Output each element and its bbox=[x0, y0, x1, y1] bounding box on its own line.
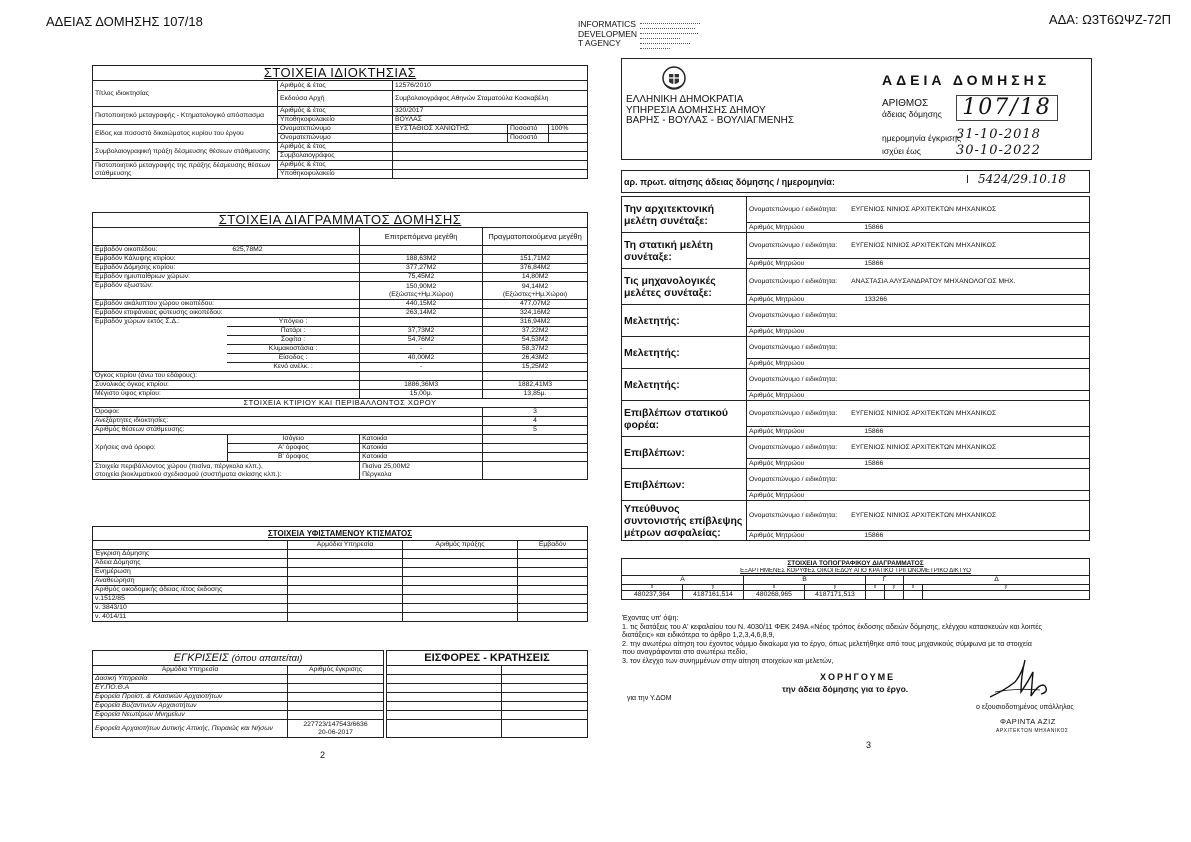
melete-registry-number: 15866 bbox=[864, 459, 884, 467]
yfist-title: ΣΤΟΙΧΕΙΑ ΥΦΙΣΤΑΜΕΝΟΥ ΚΤΙΣΜΑΤΟΣ bbox=[268, 528, 412, 538]
melete-role-label: Τις μηχανολογικές μελέτες συνέταξε: bbox=[622, 269, 747, 305]
melete-registry-cell: Αριθμός Μητρώου bbox=[747, 491, 1090, 501]
eisf-table bbox=[386, 650, 588, 738]
melete-registry-cell: Αριθμός Μητρώου 15866 bbox=[747, 459, 1090, 469]
melete-name-cell: Ονοματεπώνυμο / ειδικότητα: ΕΥΓΕΝΙΟΣ ΝΙΝΙΟΣ ΑΡΧΙΤΕΚΤΩΝ ΜΗΧΑΝΙΚΟΣ bbox=[747, 501, 1090, 531]
egkr-table: ΕΓΚΡΙΣΕΙΣ (όπου απαιτείται) Αρμόδια Υπηρεσία Αριθμός έγκρισης Δασική Υπηρεσία ΕΥ.ΠΟ.Θ.Α Εφορεία Προϊστ. & Κλασικών Αρχαιοτήτων Εφορεία Βυζαντινών Αρχαιοτήτων Εφορεία Νεωτέρων Μνημείων Εφορεία Αρχαιοτήτων Δυτικής Αττικής, Πειραιώς και Νήσων 227723/147543/6636 20-06-2017 bbox=[92, 650, 384, 738]
diag-table: ΣΤΟΙΧΕΙΑ ΔΙΑΓΡΑΜΜΑΤΟΣ ΔΟΜΗΣΗΣ Επιτρεπόμενα μεγέθη Πραγματοποιούμενα μεγέθη Εμβαδόν οικοπέδου: 625,78Μ2 Εμβαδόν Κάλυψης κτιρίου: 188,63Μ2 151,71Μ2 Εμβαδόν Δόμησης κτιρίου: 377,27Μ2 376,84Μ2 Εμβαδόν ημιυπαίθριων χώρων: 75,45Μ2 14,80Μ2 Εμβαδόν εξωστών: 150,90Μ2 (Εξώστες+Ημ.Χώροι) 94,14Μ2 (Εξώστες+Ημ.Χώροι) Εμβαδόν ακάλυπτου χώρου οικοπέδου: 440,15Μ2 477,07Μ2 Εμβαδόν επιφάνειας φύτευσης οικοπέδου: 263,14Μ2 324,16Μ2 Εμβαδόν χώρων εκτός Σ.Δ.: Υπόγειο : 316,94Μ2 Πατάρι : 37,73Μ2 37,22Μ2 Σοφίτα : 54,76Μ2 54,53Μ2 Κλιμακοστάσια : - 58,37Μ2 Είσοδος : 40,00Μ2 26,43Μ2 Κενό ανέλκ. : - 15,25Μ2 Όγκος κτιρίου (άνω του εδάφους): Συνολικός όγκος κτιρίου: 1886,36Μ3 1882,41Μ3 Μέγιστο ύψος κτιρίου: 15,00μ. 13,85μ. ΣΤΟΙΧΕΙΑ ΚΤΙΡΙΟΥ ΚΑΙ ΠΕΡΙΒΑΛΛΟΝΤΟΣ ΧΩΡΟΥ Όροφοι: 3 Ανεξάρτητες ιδιοκτησίες: 4 Αριθμός θέσεων στάθμευσης: 5 Χρήσεις ανά όροφο: Ισόγειο Κατοικία Α' όροφος Κατοικία Β' όροφος Κατοικία Στοιχεία περιβάλλοντος χώρου (πισίνα, πέργκολα κλπ.), στοιχεία βιοκλιματικού σχεδιασμού (συστήματα σκίασης κλπ.): Πισίνα 25,00Μ2 Πέργκολα bbox=[92, 212, 588, 480]
meletes-table: αρ. πρωτ. αίτησης άδειας δόμησης / ημερομηνία: 5424/29.10.18 bbox=[621, 170, 1090, 193]
idiok-row-label: Τίτλος ιδιοκτησίας bbox=[93, 81, 278, 107]
egkr-title: ΕΓΚΡΙΣΕΙΣ bbox=[173, 651, 229, 664]
page-number-2: 2 bbox=[320, 750, 326, 760]
melete-name-cell: Ονοματεπώνυμο / ειδικότητα: ΕΥΓΕΝΙΟΣ ΝΙΝΙΟΣ ΑΡΧΙΤΕΚΤΩΝ ΜΗΧΑΝΙΚΟΣ bbox=[747, 437, 1090, 459]
diag-row-label: Εμβαδόν Κάλυψης κτιρίου: bbox=[93, 255, 360, 264]
melete-name: ΕΥΓΕΝΙΟΣ ΝΙΝΙΟΣ ΑΡΧΙΤΕΚΤΩΝ ΜΗΧΑΝΙΚΟΣ bbox=[851, 205, 997, 213]
permit-valid-until: 30-10-2022 bbox=[956, 143, 1041, 158]
idiok-table: ΣΤΟΙΧΕΙΑ ΙΔΙΟΚΤΗΣΙΑΣ Τίτλος ιδιοκτησίας Αριθμός & έτος 12576/2010 Εκδούσα Αρχή Συμβολαιογράφος Αθηνών Σταματούλα Κοσκαβέλη Πιστοποιητικό μεταγραφής - Κτηματολογικό απόσπασμα Αριθμός & έτος 320/2017 Υποθηκοφυλακείο ΒΟΥΛΑΣ Είδος και ποσοστό δικαιώματος κυρίου του έργου Ονοματεπώνυμο ΕΥΣΤΑΘΙΟΣ ΧΑΝΙΩΤΗΣ Ποσοστό 100% Ονοματεπώνυμο Ποσοστό Συμβολαιογραφική πράξη δέσμευσης θέσεων στάθμευσης Αριθμός & έτος Συμβολαιογράφος Πιστοποιητικό μεταγραφής της πράξης δέσμευσης θέσεων στάθμευσης Αριθμός & έτος Υποθηκοφυλακείο bbox=[92, 65, 588, 179]
ida-logo-fineprint bbox=[640, 21, 700, 49]
page-number-3: 3 bbox=[866, 740, 872, 750]
melete-name-cell: Ονοματεπώνυμο / ειδικότητα: bbox=[747, 369, 1090, 391]
melete-name-cell: Ονοματεπώνυμο / ειδικότητα: ΕΥΓΕΝΙΟΣ ΝΙΝΙΟΣ ΑΡΧΙΤΕΚΤΩΝ ΜΗΧΑΝΙΚΟΣ bbox=[747, 401, 1090, 427]
topo-table: ΣΤΟΙΧΕΙΑ ΤΟΠΟΓΡΑΦΙΚΟΥ ΔΙΑΓΡΑΜΜΑΤΟΣ ΕΞΑΡΤΗΜΕΝΕΣ ΚΟΡΥΦΕΣ ΟΙΚΟΠΕΔΟΥ ΑΠΟ ΚΡΑΤΙΚΟ ΤΡΙΓΩΝΟΜΕΤΡΙΚΟ ΔΙΚΤΥΟ Α Β Γ Δ x y x y x y x y 480237,364 4187161,514 480268,965 4187171,513 bbox=[621, 558, 1090, 600]
greek-emblem-icon bbox=[661, 65, 687, 91]
melete-registry-number: 133266 bbox=[864, 295, 888, 303]
melete-role-label: Μελετητής: bbox=[622, 305, 747, 337]
melete-role-label: Μελετητής: bbox=[622, 337, 747, 369]
melete-role-label: Μελετητής: bbox=[622, 369, 747, 401]
melete-registry-cell: Αριθμός Μητρώου bbox=[747, 327, 1090, 337]
doc-header-left: ΑΔΕΙΑΣ ΔΟΜΗΣΗΣ 107/18 bbox=[46, 14, 203, 29]
egkr-row: Δασική Υπηρεσία bbox=[93, 675, 288, 684]
permit-header: ΕΛΛΗΝΙΚΗ ΔΗΜΟΚΡΑΤΙΑ ΥΠΗΡΕΣΙΑ ΔΟΜΗΣΗΣ ΔΗΜΟΥ ΒΑΡΗΣ - ΒΟΥΛΑΣ - ΒΟΥΛΙΑΓΜΕΝΗΣ ΑΔΕΙΑ ΔΟΜΗΣΗΣ ΑΡΙΘΜΟΣ άδειας δόμησης 107/18 ημερομηνία έγκρισης 31-10-2018 ισχύει έως 30-10-2022 bbox=[621, 58, 1092, 160]
yfist-table: ΣΤΟΙΧΕΙΑ ΥΦΙΣΤΑΜΕΝΟΥ ΚΤΙΣΜΑΤΟΣ Αρμόδια Υπηρεσία Αριθμός πράξης Εμβαδόν Έγκριση Δόμησης Άδεια Δόμησης Ενημέρωση Αναθεώρηση Αριθμός οικοδομικής άδειας /έτος έκδοσης ν.1512/85 ν. 3843/10 ν. 4014/11 bbox=[92, 526, 588, 622]
doc-header-ada: ΑΔΑ: Ω3Τ6ΩΨΖ-72Π bbox=[1048, 12, 1171, 27]
permit-title: ΑΔΕΙΑ ΔΟΜΗΣΗΣ bbox=[882, 72, 1051, 88]
signatory-name: ΦΑΡΙΝΤΑ ΑΖΙΖ bbox=[1000, 717, 1056, 726]
legal-text: Έχοντας υπ' όψη: 1. τις διατάξεις του Α' κεφαλαίου του Ν. 4030/11 ΦΕΚ 249Α «Νέος τρόπος έκδοσης αδειών δόμησης, ελέγχου κατασκευών και λοιπές διατάξεις» και ειδικότερα το άρθρο 1,2,3,4,6,8,9, 2. την ανωτέρω αίτηση του έχοντος νόμιμο δικαίωμα για το έργο, όπως μελετήθηκε από τους μηχανικούς σύμφωνα με τα στοιχεία που αναγράφονται στο ανωτέρω πεδίο, 3. τον έλεγχο των συνημμένων στην αίτηση στοιχείων και μελετών, bbox=[622, 613, 1042, 665]
melete-role-label: Επιβλέπων στατικού φορέα: bbox=[622, 401, 747, 437]
melete-name-cell: Ονοματεπώνυμο / ειδικότητα: ΑΝΑΣΤΑΣΙΑ ΑΛΥΣΑΝΔΡΑΤΟΥ ΜΗΧΑΝΟΛΟΓΟΣ ΜΗΧ. bbox=[747, 269, 1090, 295]
melete-registry-number: 15866 bbox=[864, 427, 884, 435]
aitisi-value: 5424/29.10.18 bbox=[967, 175, 1066, 183]
diag-title: ΣΤΟΙΧΕΙΑ ΔΙΑΓΡΑΜΜΑΤΟΣ ΔΟΜΗΣΗΣ bbox=[218, 212, 462, 227]
permit-date: 31-10-2018 bbox=[956, 127, 1041, 142]
melete-name: ΕΥΓΕΝΙΟΣ ΝΙΝΙΟΣ ΑΡΧΙΤΕΚΤΩΝ ΜΗΧΑΝΙΚΟΣ bbox=[851, 443, 997, 451]
permit-number: 107/18 bbox=[956, 95, 1058, 121]
melete-role-label: Υπεύθυνος συντονιστής επίβλεψης μέτρων ασφαλείας: bbox=[622, 501, 747, 541]
chorigoume: ΧΟΡΗΓΟΥΜΕ bbox=[820, 672, 896, 682]
melete-registry-cell: Αριθμός Μητρώου 15866 bbox=[747, 223, 1090, 233]
meletes-list bbox=[621, 196, 1090, 541]
melete-name-cell: Ονοματεπώνυμο / ειδικότητα: bbox=[747, 469, 1090, 491]
melete-registry-number: 15866 bbox=[864, 531, 884, 539]
melete-registry-number: 15866 bbox=[864, 259, 884, 267]
melete-registry-cell: Αριθμός Μητρώου 15866 bbox=[747, 427, 1090, 437]
signature-icon bbox=[985, 652, 1055, 704]
melete-name: ΕΥΓΕΝΙΟΣ ΝΙΝΙΟΣ ΑΡΧΙΤΕΚΤΩΝ ΜΗΧΑΝΙΚΟΣ bbox=[851, 511, 997, 519]
idiok-title: ΣΤΟΙΧΕΙΑ ΙΔΙΟΚΤΗΣΙΑΣ bbox=[263, 65, 417, 80]
melete-registry-cell: Αριθμός Μητρώου bbox=[747, 359, 1090, 369]
melete-name-cell: Ονοματεπώνυμο / ειδικότητα: bbox=[747, 337, 1090, 359]
melete-name-cell: Ονοματεπώνυμο / ειδικότητα: bbox=[747, 305, 1090, 327]
melete-name: ΑΝΑΣΤΑΣΙΑ ΑΛΥΣΑΝΔΡΑΤΟΥ ΜΗΧΑΝΟΛΟΓΟΣ ΜΗΧ. bbox=[851, 277, 1016, 285]
melete-name-cell: Ονοματεπώνυμο / ειδικότητα: ΕΥΓΕΝΙΟΣ ΝΙΝΙΟΣ ΑΡΧΙΤΕΚΤΩΝ ΜΗΧΑΝΙΚΟΣ bbox=[747, 233, 1090, 259]
melete-role-label: Επιβλέπων: bbox=[622, 437, 747, 469]
topo-coordinate: 480237,364 bbox=[622, 591, 683, 600]
env-title: ΣΤΟΙΧΕΙΑ ΚΤΙΡΙΟΥ ΚΑΙ ΠΕΡΙΒΑΛΛΟΝΤΟΣ ΧΩΡΟΥ bbox=[93, 399, 588, 408]
melete-registry-cell: Αριθμός Μητρώου 15866 bbox=[747, 259, 1090, 269]
melete-name-cell: Ονοματεπώνυμο / ειδικότητα: ΕΥΓΕΝΙΟΣ ΝΙΝΙΟΣ ΑΡΧΙΤΕΚΤΩΝ ΜΗΧΑΝΙΚΟΣ bbox=[747, 197, 1090, 223]
melete-role-label: Τη στατική μελέτη συνέταξε: bbox=[622, 233, 747, 269]
melete-role-label: Επιβλέπων: bbox=[622, 469, 747, 501]
melete-registry-number: 15866 bbox=[864, 223, 884, 231]
melete-name: ΕΥΓΕΝΙΟΣ ΝΙΝΙΟΣ ΑΡΧΙΤΕΚΤΩΝ ΜΗΧΑΝΙΚΟΣ bbox=[851, 409, 997, 417]
melete-registry-cell: Αριθμός Μητρώου 15866 bbox=[747, 531, 1090, 541]
melete-name: ΕΥΓΕΝΙΟΣ ΝΙΝΙΟΣ ΑΡΧΙΤΕΚΤΩΝ ΜΗΧΑΝΙΚΟΣ bbox=[851, 241, 997, 249]
melete-registry-cell: Αριθμός Μητρώου bbox=[747, 391, 1090, 401]
melete-registry-cell: Αριθμός Μητρώου 133266 bbox=[747, 295, 1090, 305]
ida-logo-text: INFORMATICS DEVELOPMEN T AGENCY bbox=[578, 19, 638, 48]
melete-role-label: Την αρχιτεκτονική μελέτη συνέταξε: bbox=[622, 197, 747, 233]
yfist-row: Έγκριση Δόμησης bbox=[93, 550, 288, 559]
eisf-title: ΕΙΣΦΟΡΕΣ - ΚΡΑΤΗΣΕΙΣ bbox=[387, 651, 588, 666]
